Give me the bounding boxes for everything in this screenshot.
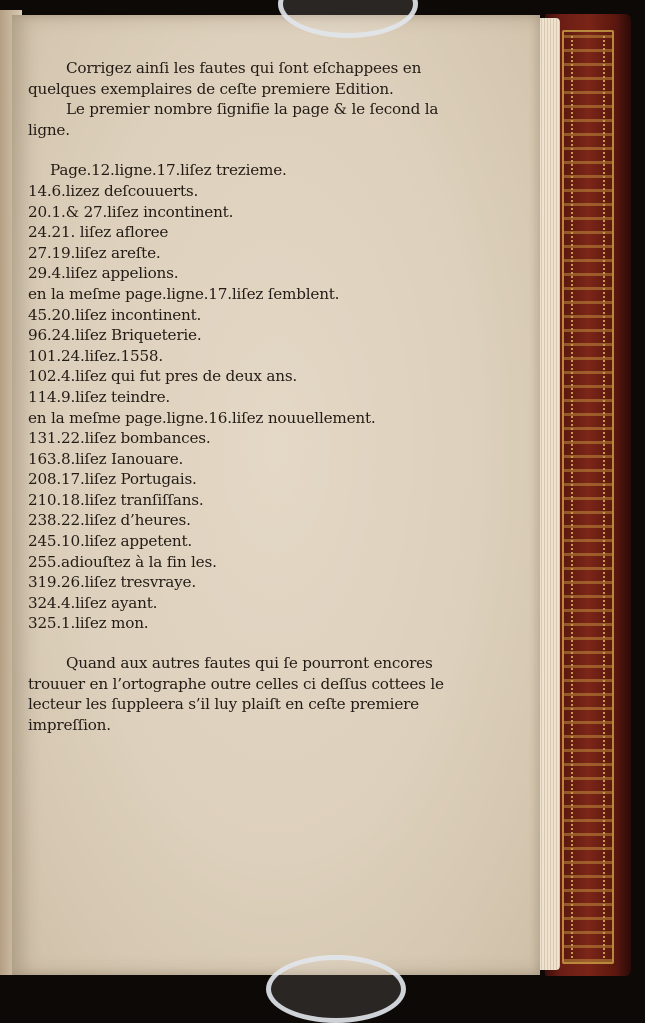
errata-entry: 27.19.liſez areſte. <box>28 243 161 262</box>
errata-entry: en la meſme page.ligne.17.liſez ſemblent. <box>28 284 340 303</box>
errata-list <box>28 160 448 634</box>
errata-entry: 208.17.liſez Portugais. <box>28 470 197 489</box>
errata-text <box>28 58 448 735</box>
closing-paragraph: Quand aux autres fautes qui ſe pourront encores trouuer en l’ortographe outre celles ci deſſus cottees le lecteur les ſuppleera s’il luy plaiſt en ceſte premiere impreſſion. <box>28 654 444 734</box>
errata-instruction: Le premier nombre ſignifie la page & le ſecond la ligne. <box>28 100 439 139</box>
errata-entry: 324.4.liſez ayant. <box>28 593 158 612</box>
errata-entry: 96.24.liſez Briqueterie. <box>28 326 202 345</box>
errata-entry: 319.26.liſez tresvraye. <box>28 573 196 592</box>
errata-entry: en la meſme page.ligne.16.liſez nouuellement. <box>28 408 376 427</box>
errata-entry: 114.9.liſez teindre. <box>28 387 170 406</box>
gilt-tooled-spine-border <box>562 30 614 964</box>
page-holder-clip-bottom <box>266 955 406 1023</box>
errata-entry: 131.22.liſez bombances. <box>28 429 211 448</box>
errata-entry: 29.4.liſez appelions. <box>28 264 179 283</box>
errata-entry: 255.adiouſtez à la fin les. <box>28 552 217 571</box>
errata-entry: 163.8.liſez Ianouare. <box>28 449 184 468</box>
errata-entry: 45.20.liſez incontinent. <box>28 305 202 324</box>
errata-heading: Corrigez ainſi les fautes qui ſont eſchappees en quelques exemplaires de ceſte premiere Edition. <box>28 59 422 98</box>
errata-entry: 20.1.& 27.liſez incontinent. <box>28 202 234 221</box>
errata-entry: 14.6.lizez deſcouuerts. <box>28 181 199 200</box>
errata-entry: 245.10.liſez appetent. <box>28 532 193 551</box>
errata-entry: 24.21. liſez afloree <box>28 223 169 242</box>
errata-entry: 101.24.liſez.1558. <box>28 346 164 365</box>
errata-entry: 210.18.liſez tranſiſſans. <box>28 490 204 509</box>
errata-entry: 102.4.liſez qui fut pres de deux ans. <box>28 367 298 386</box>
errata-entry: Page.12.ligne.17.liſez trezieme. <box>50 161 287 180</box>
errata-entry: 238.22.liſez d’heures. <box>28 511 191 530</box>
errata-entry: 325.1.liſez mon. <box>28 614 149 633</box>
